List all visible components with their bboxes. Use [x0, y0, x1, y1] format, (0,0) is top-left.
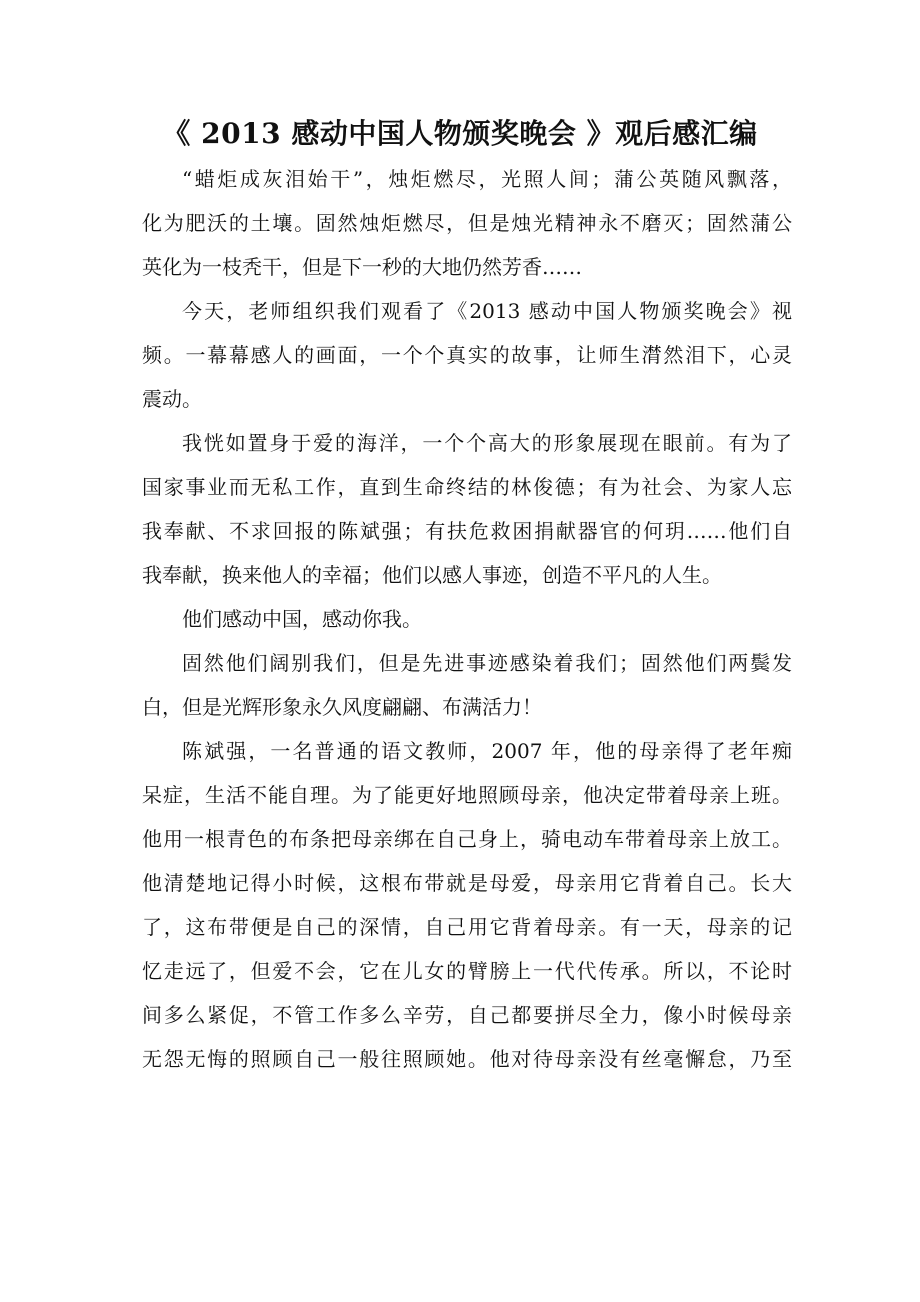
- paragraph-line: 间多么紧促，不管工作多么辛劳，自己都要拼尽全力，像小时候母亲: [142, 1003, 792, 1027]
- paragraph-line: 频。一幕幕感人的画面，一个个真实的故事，让师生潸然泪下，心灵: [142, 343, 792, 367]
- paragraph-line: 震动。: [142, 387, 202, 411]
- paragraph-line: 他们感动中国，感动你我。: [182, 607, 422, 631]
- paragraph-1: [142, 157, 792, 289]
- document-title: 《 2013 感动中国人物颁奖晚会 》观后感汇编: [162, 117, 758, 150]
- paragraph-line: 陈斌强，一名普通的语文教师，2007 年，他的母亲得了老年痴: [182, 739, 792, 763]
- paragraph-line: “蜡炬成灰泪始干”，烛炬燃尽，光照人间；蒲公英随风飘落，: [182, 167, 792, 191]
- paragraph-4: [142, 597, 792, 641]
- paragraph-line: 无怨无悔的照顾自己一般往照顾她。他对待母亲没有丝毫懈怠，乃至: [142, 1047, 792, 1071]
- paragraph-line: 我恍如置身于爱的海洋，一个个高大的形象展现在眼前。有为了: [182, 431, 792, 455]
- paragraph-line: 固然他们阔别我们，但是先进事迹感染着我们；固然他们两鬓发: [182, 651, 792, 675]
- paragraph-line: 化为肥沃的土壤。固然烛炬燃尽，但是烛光精神永不磨灭；固然蒲公: [142, 211, 792, 235]
- paragraph-line: 白，但是光辉形象永久风度翩翩、布满活力！: [142, 695, 542, 719]
- paragraph-line: 了，这布带便是自己的深情，自己用它背着母亲。有一天，母亲的记: [142, 915, 792, 939]
- paragraph-line: 他用一根青色的布条把母亲绑在自己身上，骑电动车带着母亲上放工。: [142, 827, 792, 851]
- paragraph-line: 我奉献，换来他人的幸福；他们以感人事迹，创造不平凡的人生。: [142, 563, 722, 587]
- paragraph-2: [142, 289, 792, 421]
- paragraph-line: 今天，老师组织我们观看了《2013 感动中国人物颁奖晚会》视: [182, 299, 792, 323]
- paragraph-line: 我奉献、不求回报的陈斌强；有扶危救困捐献器官的何玥……他们自: [142, 519, 792, 543]
- paragraph-line: 忆走远了，但爱不会，它在儿女的臂膀上一代代传承。所以，不论时: [142, 959, 792, 983]
- paragraph-5: [142, 641, 792, 729]
- paragraph-line: 呆症，生活不能自理。为了能更好地照顾母亲，他决定带着母亲上班。: [142, 783, 792, 807]
- paragraph-line: 国家事业而无私工作，直到生命终结的林俊德；有为社会、为家人忘: [142, 475, 792, 499]
- document-body: [142, 157, 792, 1081]
- paragraph-3: [142, 421, 792, 597]
- paragraph-line: 他清楚地记得小时候，这根布带就是母爱，母亲用它背着自己。长大: [142, 871, 792, 895]
- paragraph-line: 英化为一枝秃干，但是下一秒的大地仍然芳香……: [142, 255, 582, 279]
- paragraph-6: [142, 729, 792, 1081]
